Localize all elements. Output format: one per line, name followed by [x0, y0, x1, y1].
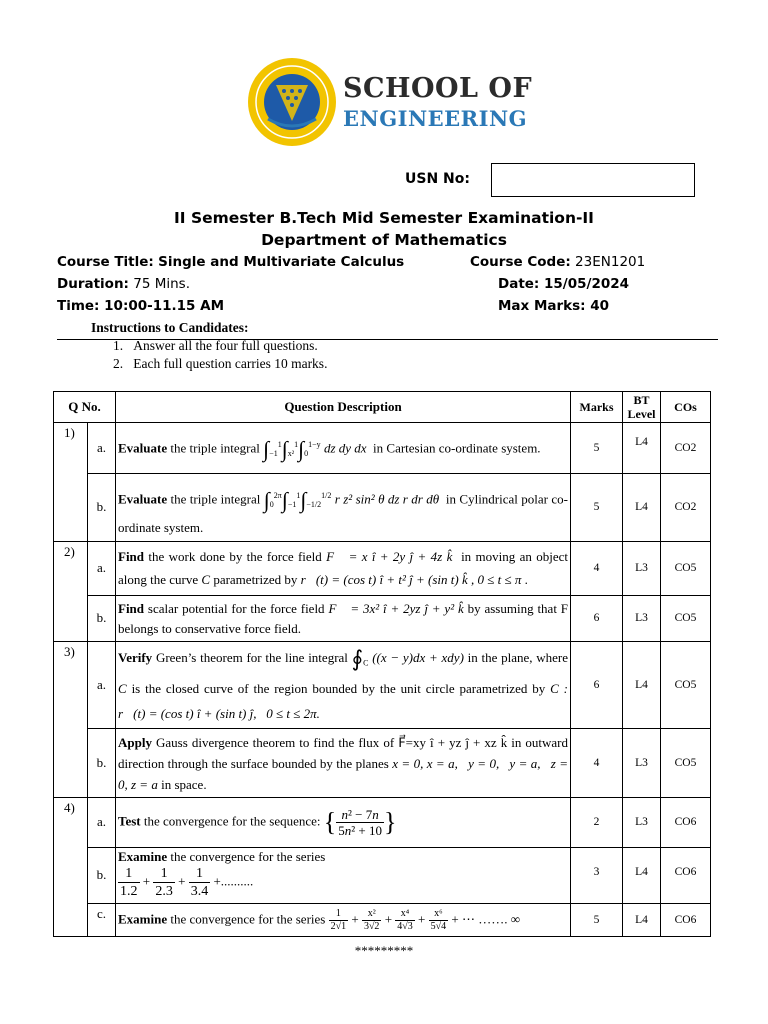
university-logo — [246, 55, 536, 150]
co-cell: CO5 — [661, 641, 711, 728]
instructions-title: Instructions to Candidates: — [91, 320, 249, 335]
table-row — [54, 728, 711, 797]
instruction-item-1: 1. Answer all the four full questions. — [113, 338, 318, 353]
exam-time: Time: 10:00-11.15 AM — [57, 298, 225, 314]
duration: Duration: 75 Mins. — [57, 276, 190, 292]
question-number: 2) — [54, 541, 88, 641]
question-text: Evaluate the triple integral $\int_0^{2\pi}\int_{-1}^1\int_{-1/2}^{1/2}$ r z² sin² θ dz r dr dθ in Cylindrical polar co-ordinate system. — [116, 474, 571, 542]
course-code: Course Code: 23EN1201 — [470, 254, 646, 270]
question-text: Find scalar potential for the force field F⃗ = 3x² î + 2yz ĵ + y² k̂ by assuming that F belongs to conservative force field. — [116, 595, 571, 641]
question-text: Examine the convergence for the series $\frac{1}{1.2}$ + $\frac{1}{2.3}$ + $\frac{1}{3.4}$ +.......... — [116, 847, 571, 903]
question-text: Examine the convergence for the series $\frac{1}{2√1}$ + $\frac{\text{x²}}{3√2}$ + $\frac{\text{x⁴}}{4√3}$ + $\frac{\text{x⁶}}{5√4}$ + ⋯ ……. ∞ — [116, 903, 571, 936]
question-text: Evaluate the triple integral $\int_{-1}^1\int_{x^2}^1\int_0^{1-y}$ dz dy dx in Cartesian co-ordinate system. — [116, 423, 571, 474]
table-row — [54, 595, 711, 641]
table-row — [54, 641, 711, 728]
max-marks: Max Marks: 40 — [498, 298, 610, 314]
exam-title: II Semester B.Tech Mid Semester Examination-II — [174, 209, 594, 227]
sub-label: a. — [88, 797, 116, 847]
sub-label: b. — [88, 474, 116, 542]
table-row — [54, 541, 711, 595]
question-number: 1) — [54, 423, 88, 542]
header-bt: BT Level — [623, 392, 661, 423]
header-marks: Marks — [571, 392, 623, 423]
bt-level-cell: L4 — [623, 641, 661, 728]
sub-label: b. — [88, 728, 116, 797]
logo-line1: SCHOOL OF — [343, 73, 533, 104]
marks-cell: 5 — [571, 903, 623, 936]
table-row — [54, 797, 711, 847]
header-desc: Question Description — [116, 392, 571, 423]
question-text: Find the work done by the force field F⃗ = x î + 2y ĵ + 4z k̂ in moving an object along the curve C parametrized by r⃗(t) = (cos t) î + t² ĵ + (sin t) k̂ , 0 ≤ t ≤ π . — [116, 541, 571, 595]
sub-label: a. — [88, 641, 116, 728]
table-header-row — [54, 392, 711, 423]
question-text: Test the convergence for the sequence: { $\frac{\text{n² − 7n}}{\text{5n² + 10}}$ } — [116, 797, 571, 847]
course-title: Course Title: Single and Multivariate Calculus — [57, 254, 405, 270]
marks-cell: 4 — [571, 728, 623, 797]
co-cell: CO2 — [661, 423, 711, 474]
marks-cell: 6 — [571, 595, 623, 641]
usn-label: USN No: — [405, 171, 470, 187]
university-seal-icon — [246, 55, 338, 150]
bt-level-cell: L3 — [623, 541, 661, 595]
bt-level-cell: L3 — [623, 728, 661, 797]
table-row — [54, 903, 711, 936]
header-qno: Q No. — [54, 392, 116, 423]
instruction-item-2: 2. Each full question carries 10 marks. — [113, 356, 328, 371]
marks-cell: 5 — [571, 474, 623, 542]
co-cell: CO5 — [661, 728, 711, 797]
bt-level-cell: L4 — [623, 423, 661, 474]
marks-cell: 5 — [571, 423, 623, 474]
exam-date: Date: 15/05/2024 — [498, 276, 630, 292]
co-cell: CO6 — [661, 903, 711, 936]
question-number: 3) — [54, 641, 88, 797]
sub-label: a. — [88, 541, 116, 595]
bt-level-cell: L4 — [623, 903, 661, 936]
co-cell: CO6 — [661, 797, 711, 847]
marks-cell: 6 — [571, 641, 623, 728]
co-cell: CO2 — [661, 474, 711, 542]
marks-cell: 4 — [571, 541, 623, 595]
sub-label: a. — [88, 423, 116, 474]
table-row — [54, 847, 711, 903]
sub-label: b. — [88, 847, 116, 903]
bt-level-cell: L3 — [623, 595, 661, 641]
co-cell: CO5 — [661, 595, 711, 641]
co-cell: CO6 — [661, 847, 711, 903]
marks-cell: 2 — [571, 797, 623, 847]
sub-label: c. — [88, 903, 116, 936]
bt-level-cell: L3 — [623, 797, 661, 847]
header-cos: COs — [661, 392, 711, 423]
usn-input-box[interactable] — [491, 163, 695, 197]
question-number: 4) — [54, 797, 88, 936]
table-row — [54, 474, 711, 542]
table-row — [54, 423, 711, 474]
question-table — [53, 391, 711, 937]
co-cell: CO5 — [661, 541, 711, 595]
bt-level-cell: L4 — [623, 847, 661, 903]
marks-cell: 3 — [571, 847, 623, 903]
sub-label: b. — [88, 595, 116, 641]
footer-stars: ********* — [354, 943, 414, 958]
question-text: Verify Green’s theorem for the line integral $∮_C$ ((x − y)dx + xdy) in the plane, where C is the closed curve of the region bounded by the unit circle parametrized by C : r⃗(t) = (cos t) î + (sin t) ĵ, 0 ≤ t ≤ 2π. — [116, 641, 571, 728]
question-text: Apply Gauss divergence theorem to find the flux of F⃗=xy î + yz ĵ + xz k̂ in outward direction through the surface bounded by the planes x = 0, x = a, y = 0, y = a, z = 0, z = a in space. — [116, 728, 571, 797]
department: Department of Mathematics — [261, 231, 507, 249]
bt-level-cell: L4 — [623, 474, 661, 542]
logo-line2: ENGINEERING — [343, 106, 528, 131]
